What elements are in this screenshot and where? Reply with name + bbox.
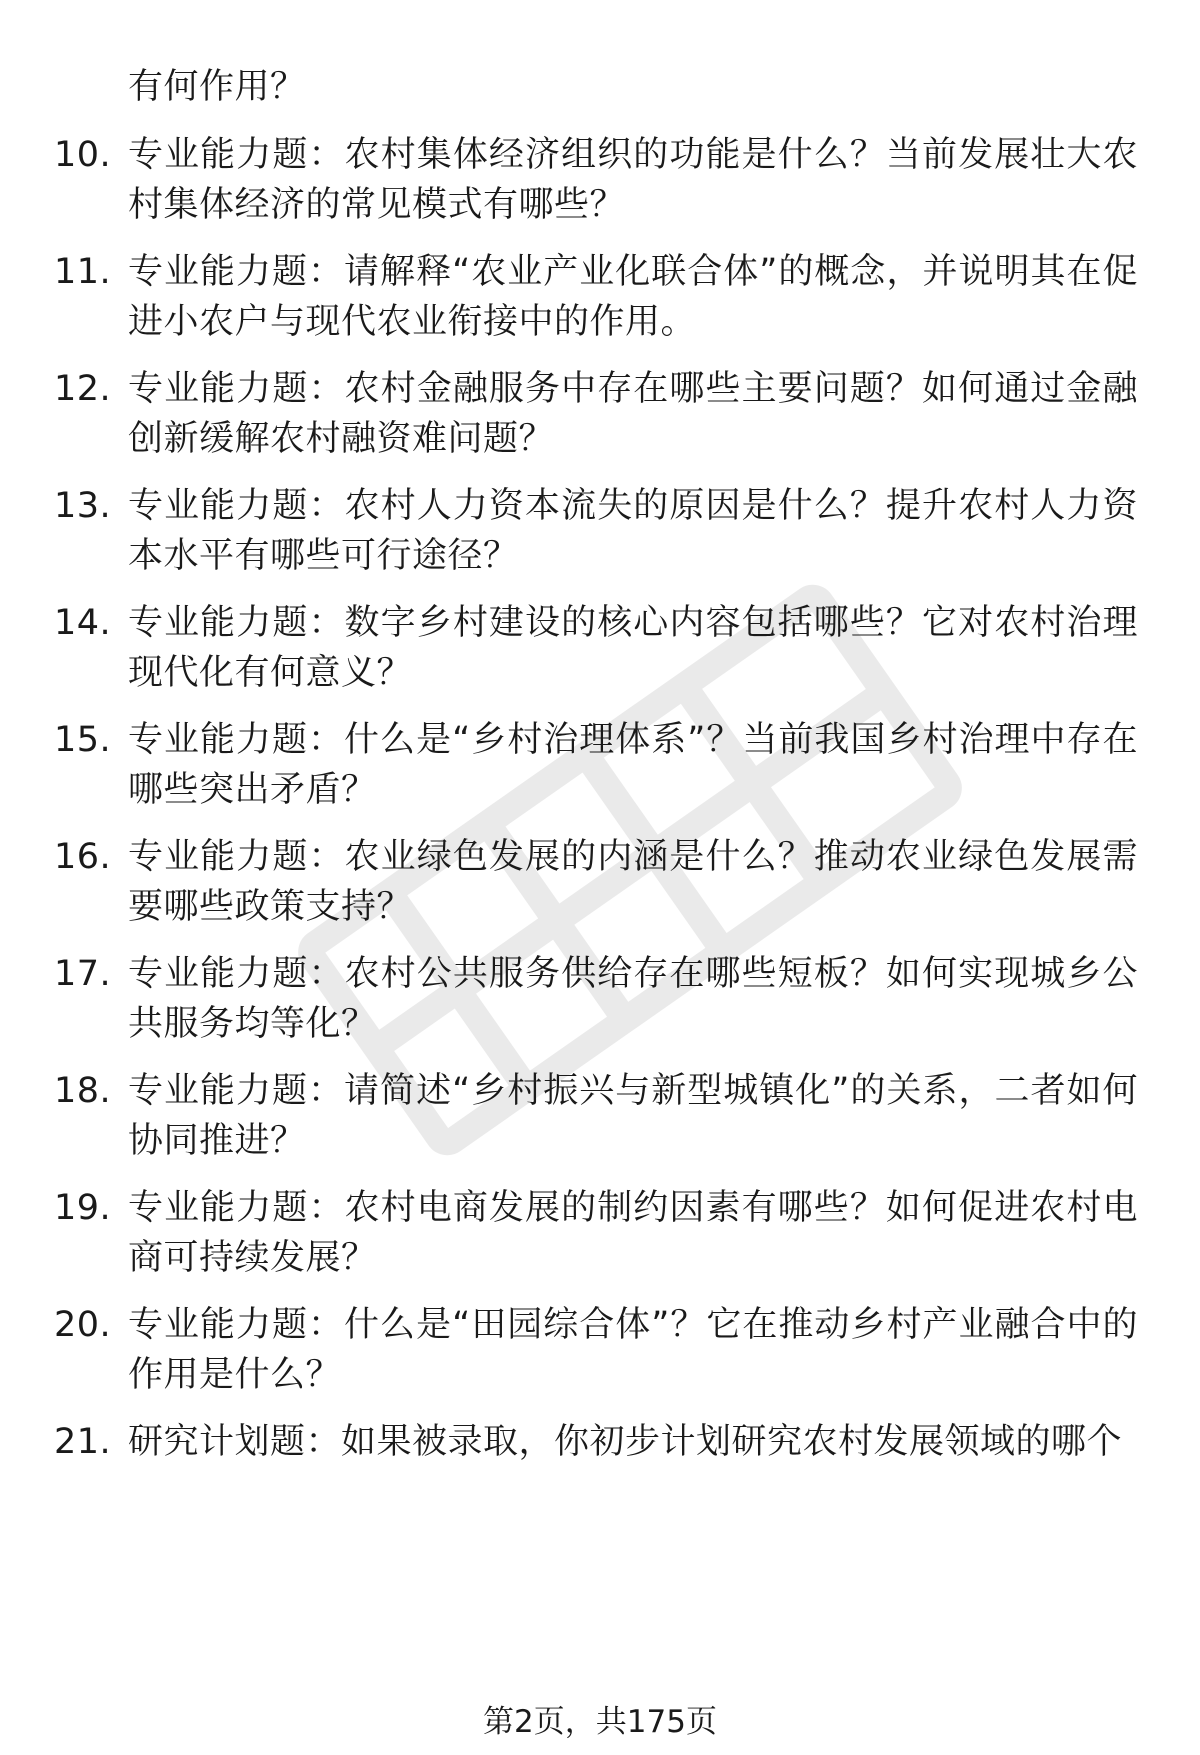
question-number: 14.	[54, 603, 112, 643]
question-item-18	[54, 1066, 1154, 1166]
question-number: 10.	[54, 135, 112, 175]
question-item-17	[54, 949, 1154, 1049]
question-item-19	[54, 1183, 1154, 1283]
question-item-20	[54, 1300, 1154, 1400]
question-item-15	[54, 715, 1154, 815]
question-item-10	[54, 130, 1154, 230]
question-text: 专业能力题：请简述“乡村振兴与新型城镇化”的关系，二者如何协同推进？	[128, 1071, 1138, 1161]
question-text: 专业能力题：数字乡村建设的核心内容包括哪些？它对农村治理现代化有何意义？	[128, 603, 1138, 693]
question-number: 13.	[54, 486, 112, 526]
question-text: 专业能力题：农村集体经济组织的功能是什么？当前发展壮大农村集体经济的常见模式有哪些？	[128, 135, 1138, 225]
page-number-footer: 第2页，共175页	[483, 1704, 717, 1740]
question-text: 专业能力题：农业绿色发展的内涵是什么？推动农业绿色发展需要哪些政策支持？	[128, 837, 1138, 927]
question-item-11	[54, 247, 1154, 347]
question-number: 18.	[54, 1071, 112, 1111]
question-number: 16.	[54, 837, 112, 877]
question-text: 专业能力题：农村人力资本流失的原因是什么？提升农村人力资本水平有哪些可行途径？	[128, 486, 1138, 576]
question-number: 21.	[54, 1422, 112, 1462]
previous-question-continuation: 有何作用？	[128, 67, 306, 107]
question-number: 12.	[54, 369, 112, 409]
question-number: 20.	[54, 1305, 112, 1345]
question-item-13	[54, 481, 1154, 581]
question-text: 专业能力题：农村公共服务供给存在哪些短板？如何实现城乡公共服务均等化？	[128, 954, 1138, 1044]
question-text: 专业能力题：什么是“乡村治理体系”？当前我国乡村治理中存在哪些突出矛盾？	[128, 720, 1138, 810]
question-text: 专业能力题：请解释“农业产业化联合体”的概念，并说明其在促进小农户与现代农业衔接中的作用。	[128, 252, 1138, 342]
question-text: 研究计划题：如果被录取，你初步计划研究农村发展领域的哪个	[128, 1422, 1123, 1462]
question-text: 专业能力题：农村电商发展的制约因素有哪些？如何促进农村电商可持续发展？	[128, 1188, 1138, 1278]
question-item-16	[54, 832, 1154, 932]
question-item-12	[54, 364, 1154, 464]
question-number: 17.	[54, 954, 112, 994]
question-text: 专业能力题：什么是“田园综合体”？它在推动乡村产业融合中的作用是什么？	[128, 1305, 1138, 1395]
question-item-14	[54, 598, 1154, 698]
question-item-21	[54, 1417, 1154, 1467]
question-text: 专业能力题：农村金融服务中存在哪些主要问题？如何通过金融创新缓解农村融资难问题？	[128, 369, 1138, 459]
question-number: 19.	[54, 1188, 112, 1228]
question-number: 11.	[54, 252, 112, 292]
question-number: 15.	[54, 720, 112, 760]
